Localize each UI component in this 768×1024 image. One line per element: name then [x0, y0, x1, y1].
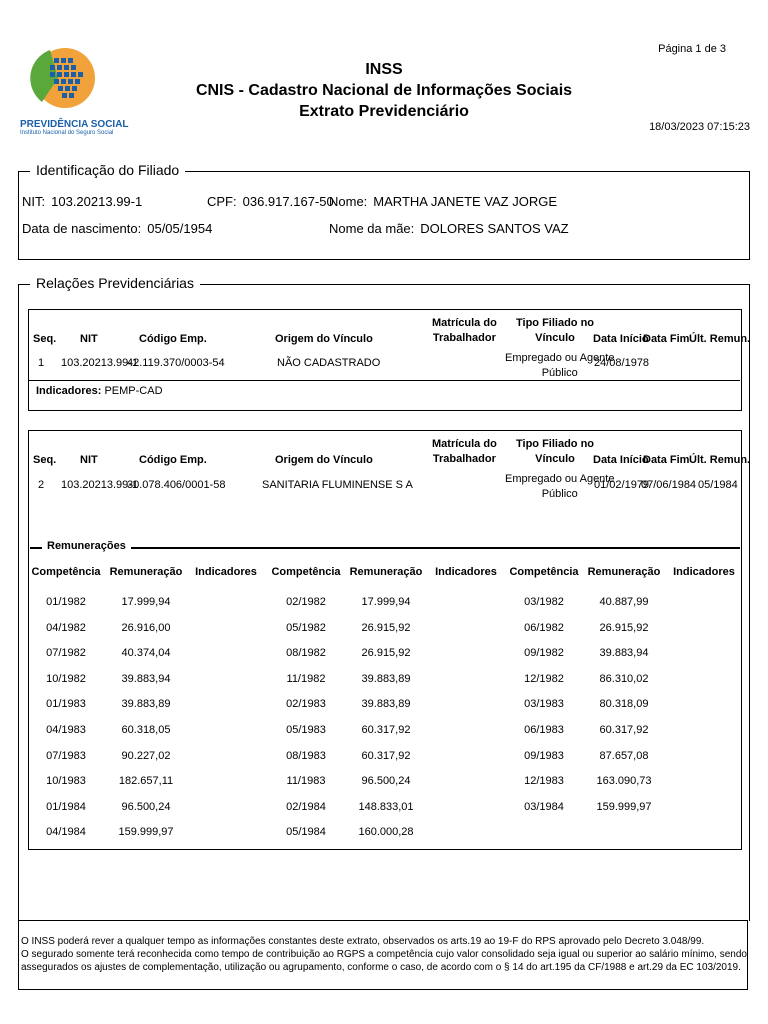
mae-label: Nome da mãe:	[329, 221, 415, 236]
nome-value: MARTHA JANETE VAZ JORGE	[373, 194, 558, 209]
nascimento-label: Data de nascimento:	[22, 221, 142, 236]
nit-row	[22, 193, 142, 211]
header-matricula-line2: Trabalhador	[432, 453, 496, 465]
vinculo-1-inicio: 24/08/1978	[594, 357, 650, 369]
vinculo-1-indicadores	[36, 385, 163, 397]
vinculo-2-tipo-line1: Empregado ou Agente	[505, 473, 615, 485]
header-origem: Origem do Vínculo	[275, 454, 373, 466]
remuneracao-cell: 86.310,02	[599, 672, 649, 685]
competencia-cell: 10/1982	[46, 672, 86, 685]
remuneracao-cell: 60.317,92	[361, 749, 411, 762]
competencia-cell: 05/1982	[286, 621, 326, 634]
cpf-value: 036.917.167-50	[242, 194, 334, 209]
remuneracao-cell: 39.883,89	[121, 698, 171, 711]
competencia-cell: 11/1982	[286, 672, 326, 685]
vinculo-1-codigo: 42.119.370/0003-54	[127, 357, 225, 369]
header-tipo-line1: Tipo Filiado no	[516, 317, 595, 329]
remuneracoes-divider	[30, 547, 740, 549]
indicadores-value: PEMP-CAD	[104, 385, 163, 397]
vinculo-1-tipo-line2: Público	[541, 367, 578, 379]
vinculo-1-tipo-line1: Empregado ou Agente	[505, 352, 615, 364]
competencia-cell: 01/1982	[46, 596, 86, 608]
vinculo-2-ult: 05/1984	[698, 479, 738, 491]
competencia-cell: 06/1983	[524, 724, 564, 736]
vinculo-2-fim: 07/06/1984	[641, 479, 697, 491]
remuneracao-cell: 96.500,24	[121, 800, 171, 813]
header-matricula-line2: Trabalhador	[432, 332, 496, 344]
header-ult: Últ. Remun.	[689, 333, 751, 345]
remuneracao-cell: 87.657,08	[599, 749, 649, 762]
vinculo-1-separator	[28, 380, 740, 381]
competencia-cell: 01/1983	[46, 698, 86, 711]
header-remuneracao: Remuneração	[587, 566, 661, 578]
competencia-cell: 03/1982	[524, 596, 564, 608]
competencia-cell: 09/1982	[524, 647, 564, 660]
remuneracao-cell: 80.318,09	[599, 698, 649, 711]
title-extrato: Extrato Previdenciário	[299, 103, 469, 120]
page-info: Página 1 de 3	[658, 43, 726, 55]
header-tipo-line2: Vínculo	[535, 332, 575, 344]
header-fim: Data Fim	[643, 454, 690, 466]
header-seq: Seq.	[33, 333, 57, 345]
mae-value: DOLORES SANTOS VAZ	[420, 221, 569, 236]
mae-row	[329, 220, 569, 238]
remuneracao-cell: 39.883,89	[361, 698, 411, 711]
vinculo-1-origem: NÃO CADASTRADO	[277, 357, 381, 369]
competencia-cell: 01/1984	[46, 800, 86, 813]
remuneracao-cell: 60.318,05	[121, 724, 171, 736]
remuneracao-cell: 26.915,92	[361, 621, 411, 634]
remuneracao-cell: 17.999,94	[361, 596, 411, 608]
competencia-cell: 03/1984	[524, 800, 564, 813]
remuneracao-cell: 96.500,24	[361, 775, 411, 788]
remuneracoes-table	[26, 566, 746, 846]
nome-row	[329, 193, 557, 211]
header-nit: NIT	[80, 454, 98, 466]
remuneracao-cell: 148.833,01	[358, 800, 414, 813]
header-tipo-line1: Tipo Filiado no	[516, 438, 595, 450]
header-competencia: Competência	[31, 566, 101, 578]
vinculo-2-seq: 2	[38, 479, 45, 491]
header-seq: Seq.	[33, 454, 57, 466]
competencia-cell: 02/1983	[286, 698, 326, 711]
vinculo-2-origem: SANITARIA FLUMINENSE S A	[262, 479, 413, 491]
footer-line1: O INSS poderá rever a qualquer tempo as informações constantes deste extrato, observados os arts.19 ao 19-F do RPS aprovado pelo Decreto 3.048/99.	[21, 936, 705, 947]
competencia-cell: 12/1983	[524, 775, 564, 788]
competencia-cell: 07/1982	[46, 647, 86, 660]
nome-label: Nome:	[329, 194, 368, 209]
competencia-cell: 05/1983	[286, 724, 326, 736]
header-matricula	[432, 437, 497, 467]
footer-line2: O segurado somente terá reconhecida como tempo de contribuição ao RGPS a competência cujo valor consolidado seja igual ou superior ao salário mínimo, sendo assegurados os ajustes de complementação, utilização ou agrupamento, conforme o caso, de acordo com o § 14 do art.195 da CF/1988 e art.29 da EC 103/2019.	[21, 949, 747, 973]
title-cnis: CNIS - Cadastro Nacional de Informações Sociais	[195, 82, 573, 99]
competencia-cell: 02/1984	[286, 800, 326, 813]
remuneracao-cell: 182.657,11	[118, 775, 174, 788]
remuneracao-cell: 26.915,92	[361, 647, 411, 660]
vinculo-2-inicio: 01/02/1979	[594, 479, 650, 491]
header-fim: Data Fim	[643, 333, 690, 345]
footer-notice	[18, 920, 748, 990]
remuneracao-cell: 60.317,92	[599, 724, 649, 736]
remuneracao-cell: 17.999,94	[121, 596, 171, 608]
competencia-cell: 04/1982	[46, 621, 86, 634]
vinculo-2-tipo-line2: Público	[541, 488, 578, 500]
remuneracao-cell: 163.090,73	[596, 775, 652, 788]
header-indicadores: Indicadores	[195, 566, 257, 578]
nascimento-row	[22, 220, 212, 238]
remuneracao-cell: 160.000,28	[358, 826, 414, 839]
header-remuneracao: Remuneração	[349, 566, 423, 578]
identificacao-section	[18, 171, 750, 260]
competencia-cell: 08/1983	[286, 749, 326, 762]
competencia-cell: 03/1983	[524, 698, 564, 711]
vinculo-1-seq: 1	[38, 357, 45, 369]
header-tipo	[516, 437, 594, 467]
remuneracao-cell: 40.887,99	[599, 596, 649, 608]
remuneracao-cell: 159.999,97	[118, 826, 174, 839]
header-competencia: Competência	[271, 566, 341, 578]
header-codigo: Código Emp.	[139, 333, 207, 345]
title-inss: INSS	[365, 61, 403, 78]
header-indicadores: Indicadores	[435, 566, 497, 578]
competencia-cell: 05/1984	[286, 826, 326, 839]
competencia-cell: 11/1983	[286, 775, 326, 788]
competencia-cell: 07/1983	[46, 749, 86, 762]
remuneracao-cell: 90.227,02	[121, 749, 171, 762]
header-matricula-line1: Matrícula do	[432, 438, 497, 450]
indicadores-label: Indicadores:	[36, 385, 102, 397]
header-origem: Origem do Vínculo	[275, 333, 373, 345]
remuneracoes-legend: Remunerações	[42, 540, 131, 552]
header-competencia: Competência	[509, 566, 579, 578]
header-nit: NIT	[80, 333, 98, 345]
header-inicio: Data Início	[593, 333, 649, 345]
competencia-cell: 08/1982	[286, 647, 326, 660]
remuneracao-cell: 39.883,89	[361, 672, 411, 685]
relacoes-legend: Relações Previdenciárias	[30, 275, 200, 291]
header-inicio: Data Início	[593, 454, 649, 466]
header-tipo	[516, 316, 594, 346]
competencia-cell: 04/1983	[46, 724, 86, 736]
remuneracao-cell: 26.915,92	[599, 621, 649, 634]
competencia-cell: 02/1982	[286, 596, 326, 608]
header-matricula-line1: Matrícula do	[432, 317, 497, 329]
logo-text: PREVIDÊNCIA SOCIAL	[20, 119, 129, 130]
header-matricula	[432, 316, 497, 346]
remuneracao-cell: 40.374,04	[121, 647, 171, 660]
logo-subtext: Instituto Nacional do Seguro Social	[20, 130, 114, 136]
vinculo-1-nit: 103.20213.99-1	[61, 357, 139, 369]
header-ult: Últ. Remun.	[689, 454, 751, 466]
vinculo-2-nit: 103.20213.99-1	[61, 479, 139, 491]
cpf-row	[207, 193, 334, 211]
competencia-cell: 06/1982	[524, 621, 564, 634]
issue-datetime: 18/03/2023 07:15:23	[649, 121, 750, 133]
header-tipo-line2: Vínculo	[535, 453, 575, 465]
nit-value: 103.20213.99-1	[51, 194, 143, 209]
header-codigo: Código Emp.	[139, 454, 207, 466]
cpf-label: CPF:	[207, 194, 237, 209]
remuneracao-cell: 39.883,94	[121, 672, 171, 685]
nit-label: NIT:	[22, 194, 46, 209]
competencia-cell: 04/1984	[46, 826, 86, 839]
header-indicadores: Indicadores	[673, 566, 735, 578]
remuneracao-cell: 60.317,92	[361, 724, 411, 736]
nascimento-value: 05/05/1954	[147, 221, 213, 236]
competencia-cell: 10/1983	[46, 775, 86, 788]
identificacao-legend: Identificação do Filiado	[30, 162, 185, 178]
header-remuneracao: Remuneração	[109, 566, 183, 578]
document-titles	[0, 60, 768, 122]
remuneracao-cell: 159.999,97	[596, 800, 652, 813]
remuneracao-cell: 26.916,00	[121, 621, 171, 634]
competencia-cell: 12/1982	[524, 672, 564, 685]
competencia-cell: 09/1983	[524, 749, 564, 762]
vinculo-2-codigo: 30.078.406/0001-58	[127, 479, 226, 491]
remuneracao-cell: 39.883,94	[599, 647, 649, 660]
